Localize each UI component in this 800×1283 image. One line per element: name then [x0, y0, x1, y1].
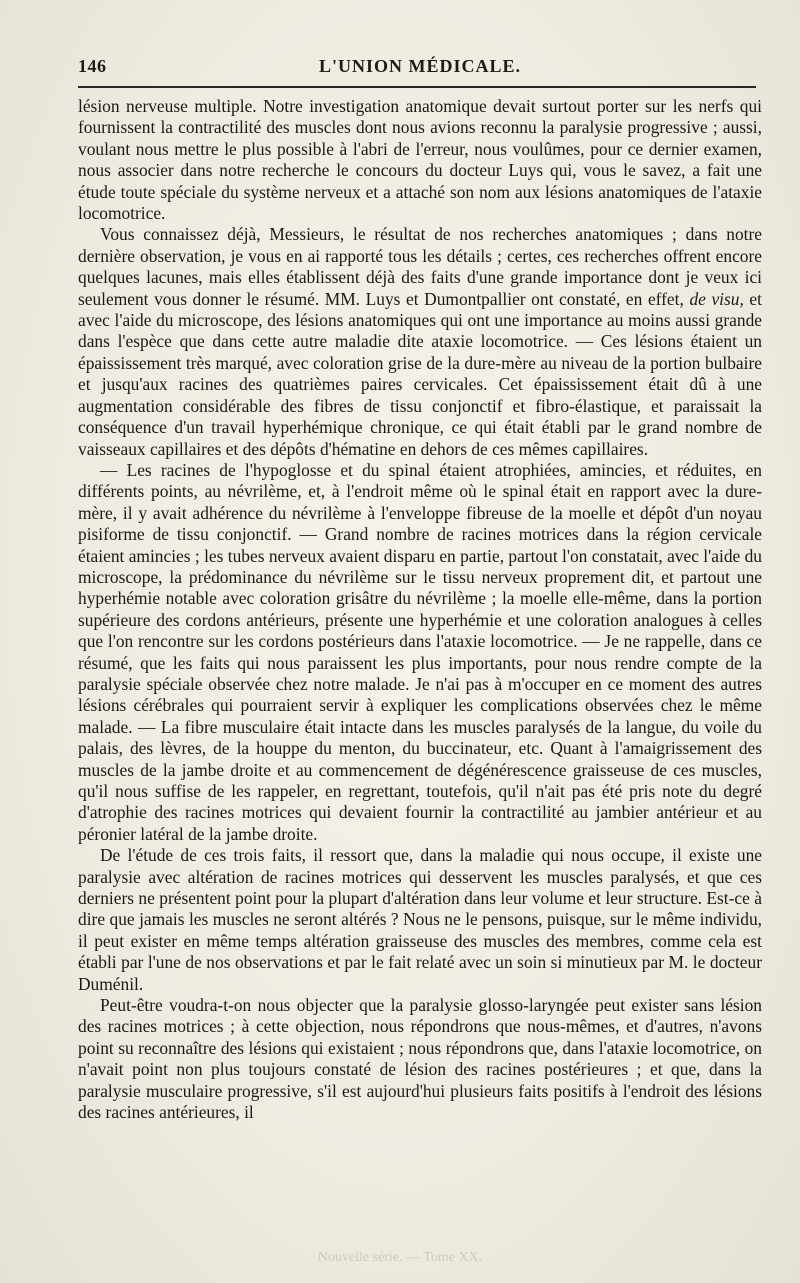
paragraph-2-italic: de visu,: [689, 288, 744, 309]
page-number: 146: [78, 56, 107, 76]
paragraph-2-part-1: Vous connaissez déjà, Messieurs, le résultat de nos recherches anatomiques ; dans notre dernière observation, je vous en ai rapporté tous les détails ; certes, ces recherches offrent encore quelques lacunes, mais elles établissent déjà des faits d'une grande importance dont je veux ici seulement vous donner le résumé. MM. Luys et Dumontpallier ont constaté, en effet,: [78, 224, 762, 309]
paragraph-2-part-2: et avec l'aide du microscope, des lésions anatomiques qui ont une importance au moins aussi grande dans l'espèce que dans cette autre maladie dite ataxie locomotrice. — Ces lésions étaient un épaississement très marqué, avec coloration grise de la dure-mère au niveau de la portion bulbaire et jusqu'aux racines des quatrièmes paires cervicales. Cet épaississement était dû à une augmentation considérable des fibres de tissu conjonctif et fibro-élastique, et paraissait la conséquence d'un travail hyperhémique chronique, ce qui était établi par le grand nombre de vaisseaux capillaires et des dépôts d'hématine en dehors de ces mêmes capillaires.: [78, 288, 762, 459]
paragraph-2: [78, 224, 762, 459]
footer-bleed-through: Nouvelle série. — Tome XX.: [317, 1250, 483, 1265]
running-title: L'UNION MÉDICALE.: [318, 56, 522, 76]
body-text: [78, 96, 762, 1124]
paragraph-3: — Les racines de l'hypoglosse et du spinal étaient atrophiées, amincies, et réduites, en différents points, au névrilème, et, à l'endroit même où le spinal était en rapport avec la dure-mère, il y avait adhérence du névrilème à l'enveloppe fibreuse de la moelle et dépôt d'un noyau pisiforme de tissu conjonctif. — Grand nombre de racines motrices dans la région cervicale étaient amincies ; les tubes nerveux avaient disparu en partie, partout l'on constatait, avec l'aide du microscope, la prédominance du névrilème sur le tissu nerveux proprement dit, et partout une hyperhémie notable avec coloration grisâtre du névrilème ; la moelle elle-même, dans la portion supérieure des cordons antérieurs, présente une hyperhémie et une coloration analogues à celles que l'on rencontre sur les cordons postérieurs dans l'ataxie locomotrice. — Je ne rappelle, dans ce résumé, que les faits qui nous paraissent les plus importants, pour nous rendre compte de la paralysie spéciale observée chez notre malade. Je n'ai pas à m'occuper en ce moment des autres lésions cérébrales qui pourraient servir à expliquer les complications observées chez le même malade. — La fibre musculaire était intacte dans les muscles paralysés de la langue, du voile du palais, des lèvres, de la houppe du menton, du buccinateur, etc. Quant à l'amaigrissement des muscles de la jambe droite et au commencement de dégénérescence graisseuse de ces muscles, qu'il nous suffise de les rappeler, en regrettant, toutefois, qu'il n'ait pas été pris note du degré d'atrophie des racines motrices qui devaient fournir la contractilité au jambier antérieur et au péronier latéral de la jambe droite.: [78, 459, 762, 844]
header-rule: [78, 86, 756, 88]
paragraph-1: lésion nerveuse multiple. Notre investigation anatomique devait surtout porter sur les nerfs qui fournissent la contractilité des muscles dont nous avions reconnu la paralysie progressive ; aussi, voulant nous mettre le plus possible à l'abri de l'erreur, nous voulûmes, pour ce dernier examen, nous associer dans notre recherche le concours du docteur Luys qui, vous le savez, a fait une étude toute spéciale du système nerveux et a attaché son nom aux lésions anatomiques de l'ataxie locomotrice.: [78, 96, 762, 224]
page-header: [78, 56, 762, 86]
paragraph-5: Peut-être voudra-t-on nous objecter que la paralysie glosso-laryngée peut exister sans lésion des racines motrices ; à cette objection, nous répondrons que nous-mêmes, et d'autres, n'avons point su reconnaître des lésions qui existaient ; nous répondrons que, dans l'ataxie locomotrice, on n'avait point non plus toujours constaté de lésion des racines postérieures ; et que, dans la paralysie musculaire progressive, s'il est aujourd'hui plusieurs faits positifs à l'endroit des lésions des racines antérieures, il: [78, 995, 762, 1123]
paragraph-4: De l'étude de ces trois faits, il ressort que, dans la maladie qui nous occupe, il existe une paralysie avec altération de racines motrices qui desservent les muscles paralysés, et que ces derniers ne présentent point pour la plupart d'altération dans leur volume et leur structure. Est-ce à dire que jamais les muscles ne seront altérés ? Nous ne le pensons, puisque, sur le même individu, il peut exister en même temps altération graisseuse des muscles des membres, comme cela est établi par l'une de nos observations et par le fait relaté avec un soin si minutieux par M. le docteur Duménil.: [78, 845, 762, 994]
